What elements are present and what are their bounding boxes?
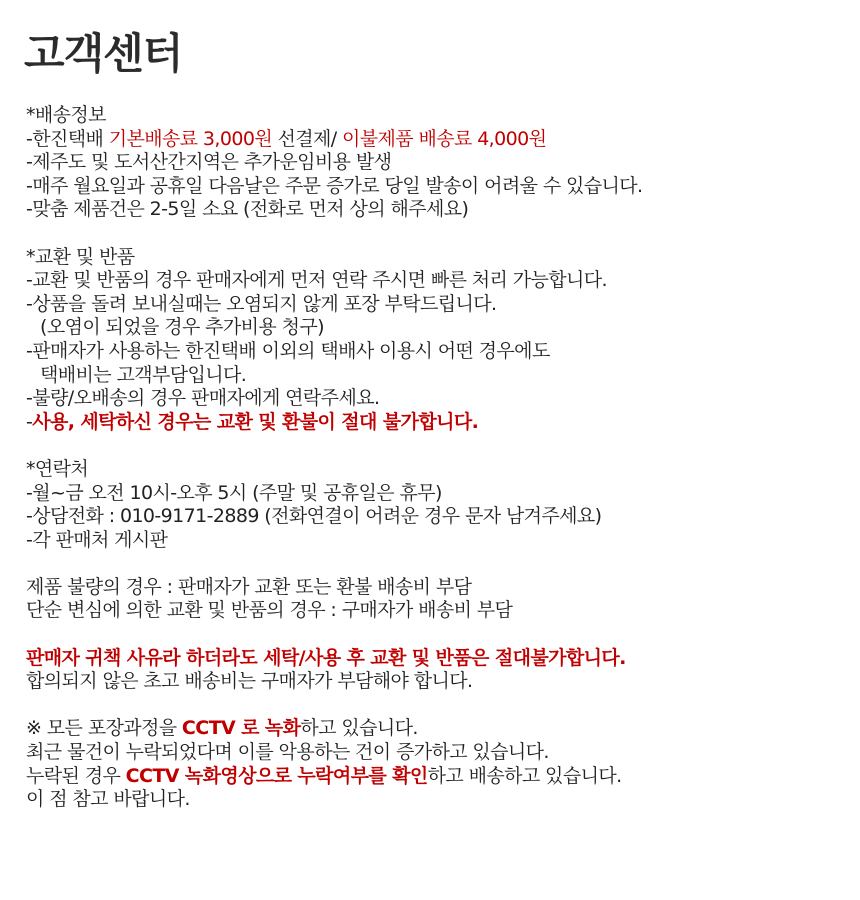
cctv-check-line [26,765,846,789]
packing-request-line: -상품을 돌려 보내실때는 오염되지 않게 포장 부탁드립니다. [26,292,497,315]
page-title: 고객센터 [24,29,183,78]
cctv-recording-line [26,717,846,741]
closing-note-line: 이 점 참고 바랍니다. [26,788,190,811]
other-courier-line: -판매자가 사용하는 한진택배 이외의 택배사 이용시 어떤 경우에도 [26,339,550,362]
no-refund-warning: 사용, 세탁하신 경우는 교환 및 환불이 절대 불가합니다. [32,410,479,433]
monday-delay-line: -매주 월요일과 공휴일 다음날은 주문 증가로 당일 발송이 어려울 수 있습니다. [26,174,643,197]
abuse-increase-line: 최근 물건이 누락되었다며 이를 악용하는 건이 증가하고 있습니다. [26,741,549,764]
no-refund-line [26,411,846,435]
business-hours-line: -월~금 오전 10시-오후 5시 (주말 및 공휴일은 휴무) [26,481,442,504]
cctv-prefix: ※ 모든 포장과정을 [26,717,182,740]
shipping-heading: *배송정보 [26,104,106,126]
defect-contact-line: -불량/오배송의 경우 판매자에게 연락주세요. [26,387,380,410]
no-refund-prefix: - [26,410,33,433]
change-of-mind-cost-line: 단순 변심에 의한 교환 및 반품의 경우 : 구매자가 배송비 부담 [26,599,513,622]
base-shipping-fee: 기본배송료 3,000원 [108,127,273,150]
customer-pays-line: 택배비는 고객부담입니다. [40,363,247,386]
exchange-contact-line: -교환 및 반품의 경우 판매자에게 먼저 연락 주시면 빠른 처리 가능합니다. [26,269,607,292]
cctv-check-suffix: 하고 배송하고 있습니다. [427,764,622,787]
contamination-fee-line: (오염이 되었을 경우 추가비용 청구) [40,316,324,339]
island-surcharge-line: -제주도 및 도서산간지역은 추가운임비용 발생 [26,151,392,174]
board-line: -각 판매처 게시판 [26,528,168,551]
seller-fault-warning: 판매자 귀책 사유라 하더라도 세탁/사용 후 교환 및 반품은 절대불가합니다. [26,646,626,669]
cctv-suffix: 하고 있습니다. [300,717,418,740]
phone-line: -상담전화 : 010-9171-2889 (전화연결이 어려운 경우 문자 남겨주세요) [26,505,602,528]
exchange-heading: *교환 및 반품 [26,245,135,268]
prepaid-label: 선결제/ [272,127,343,150]
cctv-check-highlight: CCTV 녹화영상으로 누락여부를 확인 [125,764,428,787]
cctv-check-prefix: 누락된 경우 [26,764,126,787]
customer-center-notice [26,104,846,812]
defect-cost-line: 제품 불량의 경우 : 판매자가 교환 또는 환불 배송비 부담 [26,575,472,598]
cctv-recording-highlight: CCTV 로 녹화 [181,717,301,740]
unagreed-shipping-line: 합의되지 않은 초고 배송비는 구매자가 부담해야 합니다. [26,670,473,693]
bedding-shipping-fee: 이불제품 배송료 4,000원 [342,127,547,150]
shipping-fee-line [26,128,846,152]
contact-heading: *연락처 [26,457,89,480]
shipping-fee-prefix: -한진택배 [26,127,109,150]
custom-order-line: -맞춤 제품건은 2-5일 소요 (전화로 먼저 상의 해주세요) [26,198,469,221]
